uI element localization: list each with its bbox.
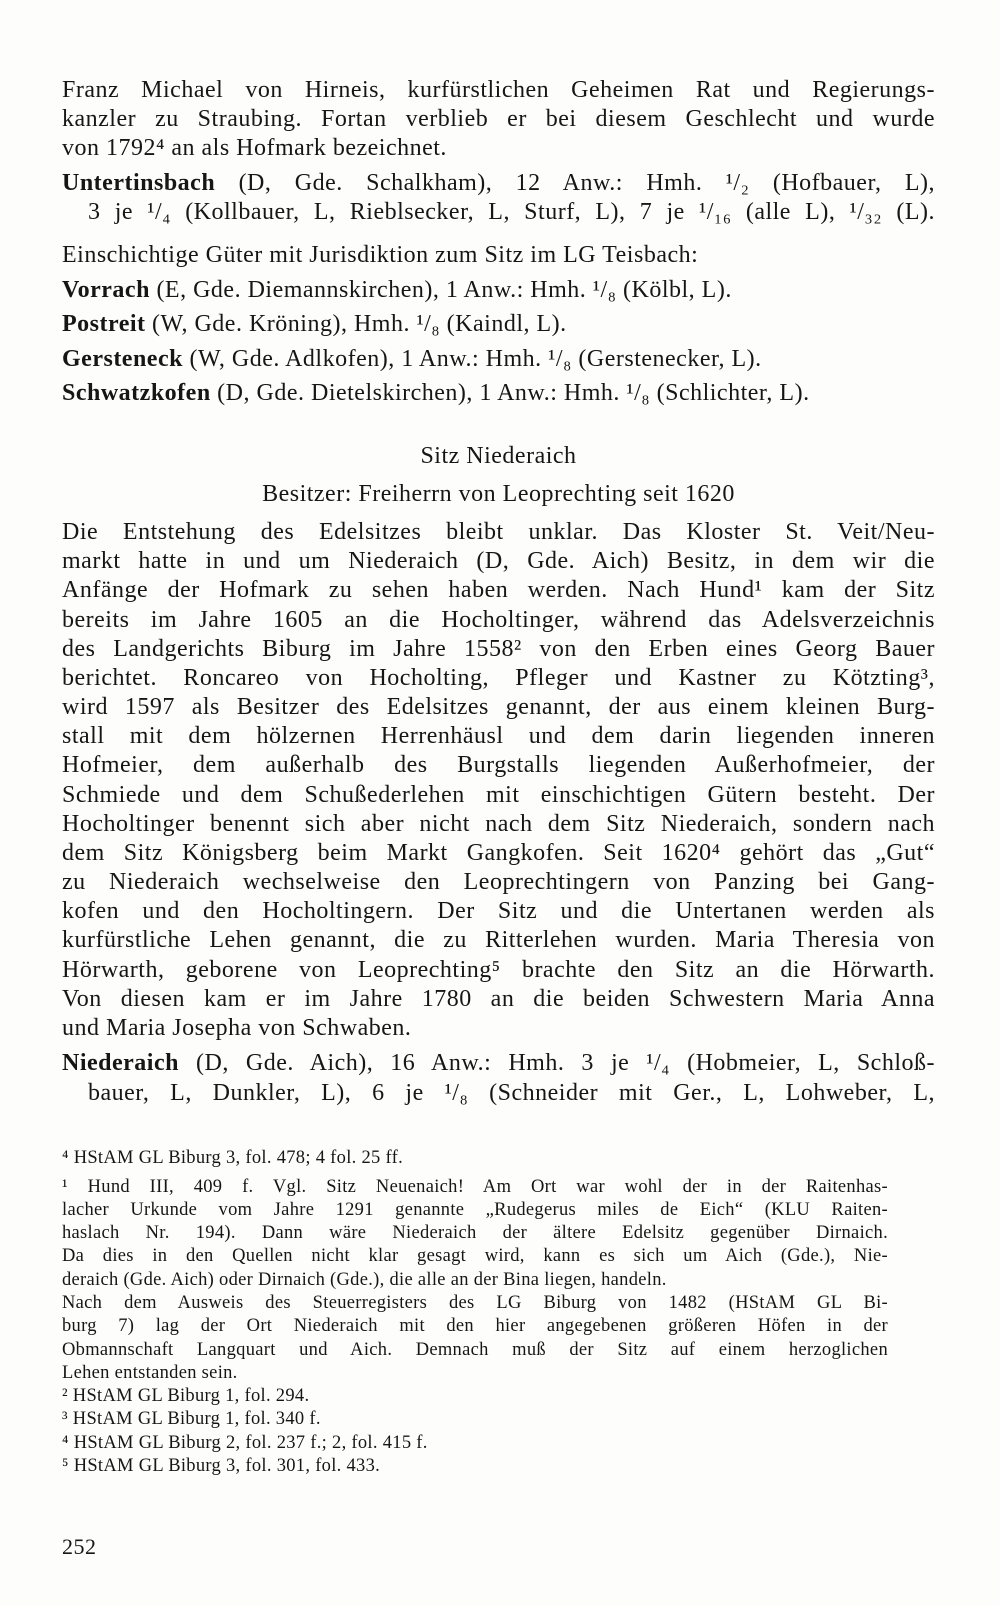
footnotes: [62, 1176, 888, 1479]
footnote-text: HStAM GL Biburg 2, fol. 237 f.; 2, fol. 415 f.: [73, 1432, 428, 1453]
entry-gersteneck: [62, 342, 935, 376]
entry-postreit: [62, 307, 935, 341]
place-name: Untertinsbach: [62, 170, 216, 196]
entry-schwatzkofen: [62, 376, 935, 410]
entry-details: (D, Gde. Aich), 16 Anw.: Hmh. 3 je ¹/₄ (Hobmeier, L, Schloß-: [196, 1050, 935, 1076]
entry-details: (E, Gde. Diemannskirchen), 1 Anw.: Hmh. ¹/₈ (Kölbl, L).: [156, 277, 732, 303]
footnote-line: [62, 1146, 888, 1170]
entry-line: 3 je ¹/₄ (Kollbauer, L, Rieblsecker, L, Sturf, L), 7 je ¹/₁₆ (alle L), ¹/₃₂ (L).: [88, 199, 935, 225]
section-subtitle-block: [62, 479, 935, 509]
paragraph-line: und Maria Josepha von Schwaben.: [62, 1014, 412, 1041]
intro-line: von 1792⁴ an als Hofmark bezeichnet.: [62, 135, 447, 161]
paragraph-line: Die Entstehung des Edelsitzes bleibt unklar. Das Kloster St. Veit/Neu-: [62, 519, 935, 545]
footnote-line: [62, 1176, 888, 1199]
footnote-mark: ¹: [62, 1176, 68, 1197]
footnote-text: HStAM GL Biburg 1, fol. 340 f.: [72, 1409, 321, 1430]
place-name: Niederaich: [62, 1050, 179, 1076]
section-title: Sitz Niederaich: [420, 443, 577, 469]
footnote-mark: ²: [62, 1386, 68, 1407]
entry-vorrach: [62, 273, 935, 307]
intro-paragraph: [62, 76, 935, 163]
place-name: Postreit: [62, 311, 146, 338]
paragraph-line: des Landgerichts Biburg im Jahre 1558² von den Erben eines Georg Bauer: [62, 635, 935, 662]
intro-line: kanzler zu Straubing. Fortan verblieb er bei diesem Geschlecht und wurde: [62, 106, 935, 132]
paragraph-line: Hofmeier, dem außerhalb des Burgstalls liegenden Außerhofmeier, der: [62, 752, 935, 779]
footnote-carryover: [62, 1146, 888, 1170]
entry-details: (D, Gde. Dietelskirchen), 1 Anw.: Hmh. ¹/₈ (Schlichter, L).: [217, 379, 810, 406]
paragraph-line: zu Niederaich wechselweise den Leoprechtingern von Panzing bei Gang-: [62, 869, 935, 896]
paragraph-line: Anfänge der Hofmark zu sehen haben werden. Nach Hund¹ kam der Sitz: [62, 577, 935, 604]
footnote-text: HStAM GL Biburg 3, fol. 301, fol. 433.: [73, 1456, 381, 1477]
entry-details: (W, Gde. Kröning), Hmh. ¹/₈ (Kaindl, L).: [152, 311, 567, 338]
entry-line: [62, 1048, 935, 1078]
footnote-line: Nach dem Ausweis des Steuerregisters des LG Biburg von 1482 (HStAM GL Bi-: [62, 1292, 888, 1313]
footnote-line: Obmannschaft Langquart und Aich. Demnach muß der Sitz auf einem herzoglichen: [62, 1339, 888, 1360]
entry-untertinsbach: [62, 169, 935, 227]
paragraph-line: markt hatte in und um Niederaich (D, Gde. Aich) Besitz, in dem wir die: [62, 548, 935, 575]
footnote-line: Lehen entstanden sein.: [62, 1362, 238, 1383]
paragraph-line: dem Sitz Königsberg beim Markt Gangkofen. Seit 1620⁴ gehört das „Gut“: [62, 839, 935, 866]
paragraph-line: bereits im Jahre 1605 an die Hocholtinger, während das Adelsverzeichnis: [62, 606, 935, 633]
entry-niederaich: [62, 1048, 935, 1108]
section-subtitle: Besitzer: Freiherrn von Leoprechting seit 1620: [262, 481, 735, 507]
footnote-mark: ⁴: [62, 1148, 69, 1168]
page-number: 252: [62, 1534, 97, 1559]
footnote-line: [62, 1385, 888, 1408]
entry-line: [62, 169, 935, 198]
footnote-line: Da dies in den Quellen nicht klar gesagt wird, kann es sich um Aich (Gde.), Nie-: [62, 1246, 888, 1267]
footnote-line: deraich (Gde. Aich) oder Dirnaich (Gde.), die alle an der Bina liegen, handeln.: [62, 1269, 667, 1290]
footnote-text: HStAM GL Biburg 3, fol. 478; 4 fol. 25 ff.: [73, 1148, 404, 1168]
section-intro-line: Einschichtige Güter mit Jurisdiktion zum Sitz im LG Teisbach:: [62, 242, 699, 268]
footnote-text: HStAM GL Biburg 1, fol. 294.: [72, 1386, 310, 1407]
section-paragraph: [62, 518, 935, 1043]
place-name: Gersteneck: [62, 345, 183, 372]
footnote-text: Hund III, 409 f. Vgl. Sitz Neuenaich! Am Ort war wohl der in der Raitenhas-: [87, 1176, 888, 1197]
footnote-line: [62, 1455, 888, 1478]
footnote-line: lacher Urkunde vom Jahre 1291 genannte „Rudegerus miles de Eich“ (KLU Raiten-: [62, 1199, 888, 1220]
footnote-line: burg 7) lag der Ort Niederaich mit den hier angegebenen größeren Höfen in der: [62, 1316, 888, 1337]
paragraph-line: Schmiede und dem Schußederlehen mit einschichtigen Gütern besteht. Der: [62, 781, 935, 808]
paragraph-line: Hocholtinger benennt sich aber nicht nach dem Sitz Niederaich, sondern nach: [62, 810, 935, 837]
einschichtige-entries: [62, 273, 935, 410]
intro-line: Franz Michael von Hirneis, kurfürstlichen Geheimen Rat und Regierungs-: [62, 77, 935, 103]
footnote-line: haslach Nr. 194). Dann wäre Niederaich der ältere Edelsitz gegenüber Dirnaich.: [62, 1223, 888, 1244]
place-name: Vorrach: [62, 277, 150, 303]
footnote-line: [62, 1408, 888, 1431]
paragraph-line: kofen und den Hocholtingern. Der Sitz und die Untertanen werden als: [62, 898, 935, 925]
entry-details: (W, Gde. Adlkofen), 1 Anw.: Hmh. ¹/₈ (Gerstenecker, L).: [189, 345, 762, 372]
paragraph-line: Hörwarth, geborene von Leoprechting⁵ brachte den Sitz an die Hörwarth.: [62, 956, 935, 983]
einschichtige-heading: [62, 241, 935, 270]
paragraph-line: berichtet. Roncareo von Hocholting, Pfleger und Kastner zu Kötzting³,: [62, 664, 935, 691]
footnote-mark: ⁵: [62, 1456, 69, 1477]
paragraph-line: kurfürstliche Lehen genannt, die zu Ritterlehen wurden. Maria Theresia von: [62, 927, 935, 954]
entry-line: bauer, L, Dunkler, L), 6 je ¹/₈ (Schneider mit Ger., L, Lohweber, L,: [88, 1080, 935, 1106]
paragraph-line: wird 1597 als Besitzer des Edelsitzes genannt, der aus einem kleinen Burg-: [62, 694, 935, 721]
paragraph-line: Von diesen kam er im Jahre 1780 an die beiden Schwestern Maria Anna: [62, 985, 935, 1012]
entry-details: (D, Gde. Schalkham), 12 Anw.: Hmh. ¹/₂ (Hofbauer, L),: [238, 170, 935, 196]
section-title-block: [62, 441, 935, 471]
place-name: Schwatzkofen: [62, 379, 211, 406]
footnote-line: [62, 1432, 888, 1455]
paragraph-line: stall mit dem hölzernen Herrenhäusl und dem darin liegenden inneren: [62, 723, 935, 750]
footnote-mark: ⁴: [62, 1432, 69, 1453]
footnote-mark: ³: [62, 1409, 68, 1430]
